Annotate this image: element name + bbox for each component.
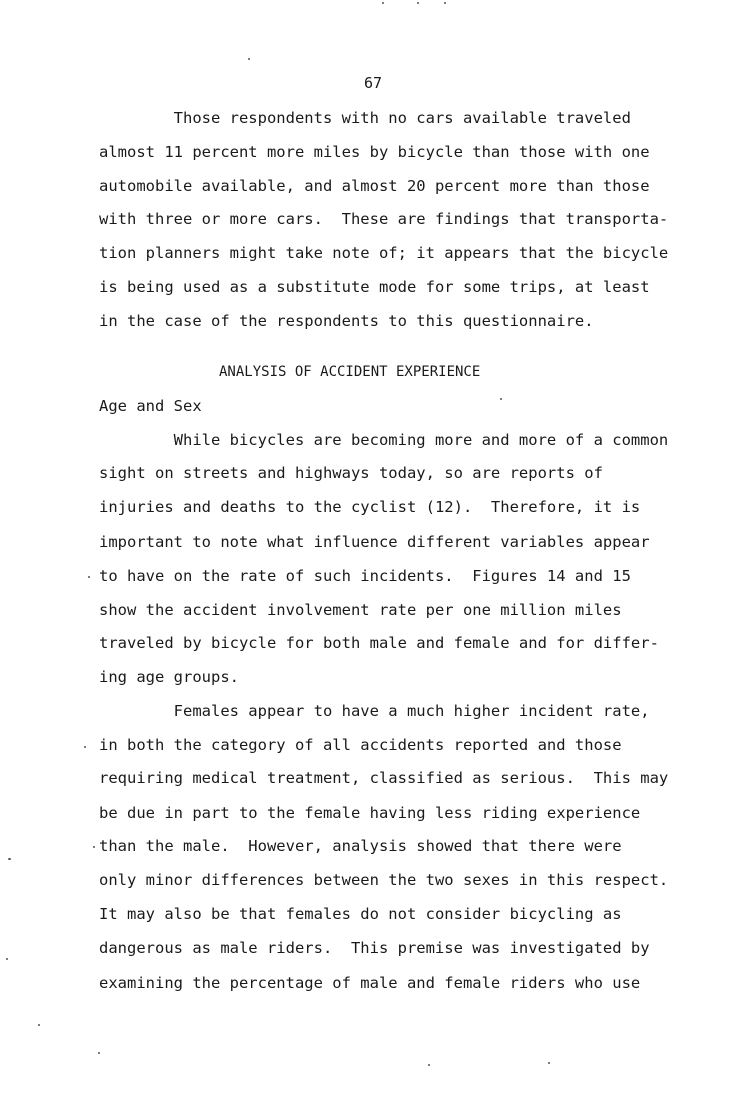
text-line: traveled by bicycle for both male and female and for differ- [99, 634, 659, 652]
text-line: injuries and deaths to the cyclist (12). Therefore, it is [99, 498, 641, 516]
section-heading: ANALYSIS OF ACCIDENT EXPERIENCE [219, 364, 481, 380]
text-line: important to note what influence different variables appear [99, 533, 650, 551]
scan-speck [6, 958, 8, 960]
text-line: Those respondents with no cars available traveled [99, 109, 631, 127]
scan-speck [382, 2, 384, 4]
scan-speck [444, 2, 446, 4]
text-line: show the accident involvement rate per one million miles [99, 601, 622, 619]
text-line: almost 11 percent more miles by bicycle than those with one [99, 143, 650, 161]
text-line: While bicycles are becoming more and more of a common [99, 431, 669, 449]
text-line: only minor differences between the two sexes in this respect. [99, 871, 669, 889]
scan-speck [428, 1064, 430, 1066]
text-line: tion planners might take note of; it appears that the bicycle [99, 244, 669, 262]
scan-speck [248, 58, 250, 60]
scan-speck [93, 846, 95, 848]
text-line: than the male. However, analysis showed that there were [99, 837, 622, 855]
scan-speck [417, 2, 419, 4]
page-number: 67 [364, 74, 383, 92]
scan-speck [8, 858, 11, 860]
text-line: requiring medical treatment, classified as serious. This may [99, 769, 669, 787]
text-line: is being used as a substitute mode for some trips, at least [99, 278, 650, 296]
text-line: automobile available, and almost 20 percent more than those [99, 177, 650, 195]
text-line: be due in part to the female having less riding experience [99, 804, 641, 822]
scan-speck [548, 1062, 550, 1064]
scan-speck [38, 1024, 40, 1026]
text-line: with three or more cars. These are findings that transporta- [99, 210, 669, 228]
scan-speck [84, 746, 86, 748]
scan-speck [98, 1052, 100, 1054]
subsection-heading: Age and Sex [99, 397, 202, 415]
text-line: ing age groups. [99, 668, 239, 686]
text-line: sight on streets and highways today, so are reports of [99, 464, 603, 482]
text-line: in the case of the respondents to this questionnaire. [99, 312, 594, 330]
text-line: to have on the rate of such incidents. Figures 14 and 15 [99, 567, 631, 585]
text-line: examining the percentage of male and female riders who use [99, 974, 641, 992]
text-line: Females appear to have a much higher incident rate, [99, 702, 650, 720]
text-line: It may also be that females do not consider bicycling as [99, 905, 622, 923]
scan-speck [500, 398, 502, 400]
text-line: in both the category of all accidents reported and those [99, 736, 622, 754]
scan-speck [88, 576, 90, 578]
text-line: dangerous as male riders. This premise was investigated by [99, 939, 650, 957]
